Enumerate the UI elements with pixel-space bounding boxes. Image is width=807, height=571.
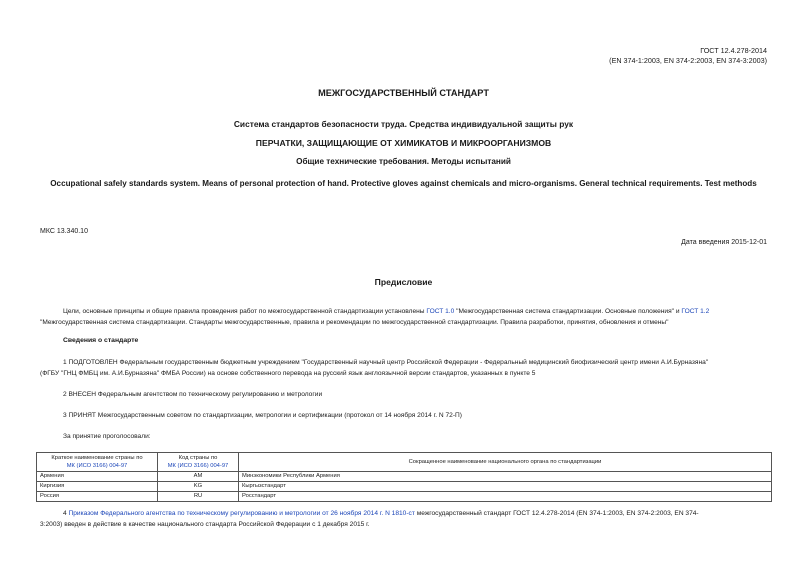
preface-heading: Предисловие xyxy=(374,277,433,287)
standard-system-title: Система стандартов безопасности труда. Средства индивидуальной защиты рук xyxy=(233,119,574,129)
item-1-prepared: 1 ПОДГОТОВЛЕН Федеральным государственным бюджетным учреждением "Государственный научный центр Российской Федерации - Федеральный медицинский биофизический центр имени А.И.Бурназяна" xyxy=(63,359,709,366)
voting-countries-table xyxy=(36,452,772,502)
standard-type-heading: МЕЖГОСУДАРСТВЕННЫЙ СТАНДАРТ xyxy=(318,88,489,98)
rosstandart-order-link[interactable]: Приказом Федерального агентства по техническому регулированию и метрологии от 26 ноября 2014 г. N 1810-ст xyxy=(68,510,415,517)
country-cell: Армения xyxy=(37,472,158,482)
item-text: межгосударственный стандарт ГОСТ 12.4.278-2014 (EN 374-1:2003, EN 374-2:2003, EN 374- xyxy=(414,510,699,517)
table-row xyxy=(37,492,772,502)
voted-label: За принятие проголосовали: xyxy=(63,433,151,440)
gost-1-2-link[interactable]: ГОСТ 1.2 xyxy=(681,308,710,315)
preface-paragraph-1 xyxy=(63,307,709,317)
body-cell: Минэкономики Республики Армения xyxy=(239,472,772,482)
item-1-prepared-continued: (ФГБУ "ГНЦ ФМБЦ им. А.И.Бурназяна" ФМБА России) на основе собственного перевода на русский язык англоязычной версии стандартов, указанных в пункте 5 xyxy=(40,370,536,377)
column-header-code xyxy=(158,453,239,472)
preface-paragraph-1-continued: "Межгосударственная система стандартизации. Стандарты межгосударственные, правила и рекомендации по межгосударственной стандартизации. Правила разработки, принятия, обновления и отмены" xyxy=(40,319,669,326)
country-cell: Киргизия xyxy=(37,482,158,492)
header-text: Краткое наименование страны по xyxy=(51,455,143,461)
preface-text: Цели, основные принципы и общие правила проведения работ по межгосударственной стандартизации установлены xyxy=(63,308,427,315)
column-header-body: Сокращенное наименование национального органа по стандартизации xyxy=(239,453,772,472)
item-4-enacted-continued: 3:2003) введен в действие в качестве национального стандарта Российской Федерации с 1 декабря 2015 г. xyxy=(40,521,370,528)
country-cell: Россия xyxy=(37,492,158,502)
standard-equivalents: (EN 374-1:2003, EN 374-2:2003, EN 374-3:2003) xyxy=(609,56,767,65)
preface-text: "Межгосударственная система стандартизации. Основные положения" и xyxy=(454,308,682,315)
item-3-adopted: 3 ПРИНЯТ Межгосударственным советом по стандартизации, метрологии и сертификации (протокол от 14 ноября 2014 г. N 72-П) xyxy=(63,412,462,419)
standard-number-block xyxy=(609,46,767,66)
mks-code: МКС 13.340.10 xyxy=(40,228,88,235)
item-number: 4 xyxy=(63,510,69,517)
standard-title: ПЕРЧАТКИ, ЗАЩИЩАЮЩИЕ ОТ ХИМИКАТОВ И МИКРООРГАНИЗМОВ xyxy=(255,138,552,148)
table-row xyxy=(37,472,772,482)
introduction-date: Дата введения 2015-12-01 xyxy=(681,239,767,246)
body-cell: Кыргызстандарт xyxy=(239,482,772,492)
gost-1-0-link[interactable]: ГОСТ 1.0 xyxy=(426,308,455,315)
code-cell: RU xyxy=(158,492,239,502)
code-cell: AM xyxy=(158,472,239,482)
item-4-enacted xyxy=(63,509,699,519)
column-header-country xyxy=(37,453,158,472)
about-standard-heading: Сведения о стандарте xyxy=(63,337,139,344)
body-cell: Росстандарт xyxy=(239,492,772,502)
standard-subtitle: Общие технические требования. Методы испытаний xyxy=(296,157,511,166)
mk-iso-3166-link[interactable]: МК (ИСО 3166) 004-97 xyxy=(167,463,229,469)
table-row xyxy=(37,482,772,492)
code-cell: KG xyxy=(158,482,239,492)
mk-iso-3166-link[interactable]: МК (ИСО 3166) 004-97 xyxy=(66,463,128,469)
standard-number: ГОСТ 12.4.278-2014 xyxy=(700,46,767,55)
item-2-submitted: 2 ВНЕСЕН Федеральным агентством по техническому регулированию и метрологии xyxy=(63,391,323,398)
header-text: Код страны по xyxy=(178,455,218,461)
english-title: Occupational safely standards system. Means of personal protection of hand. Protective gloves against chemicals and micro-organisms. General technical requirements. Test methods xyxy=(50,179,757,188)
